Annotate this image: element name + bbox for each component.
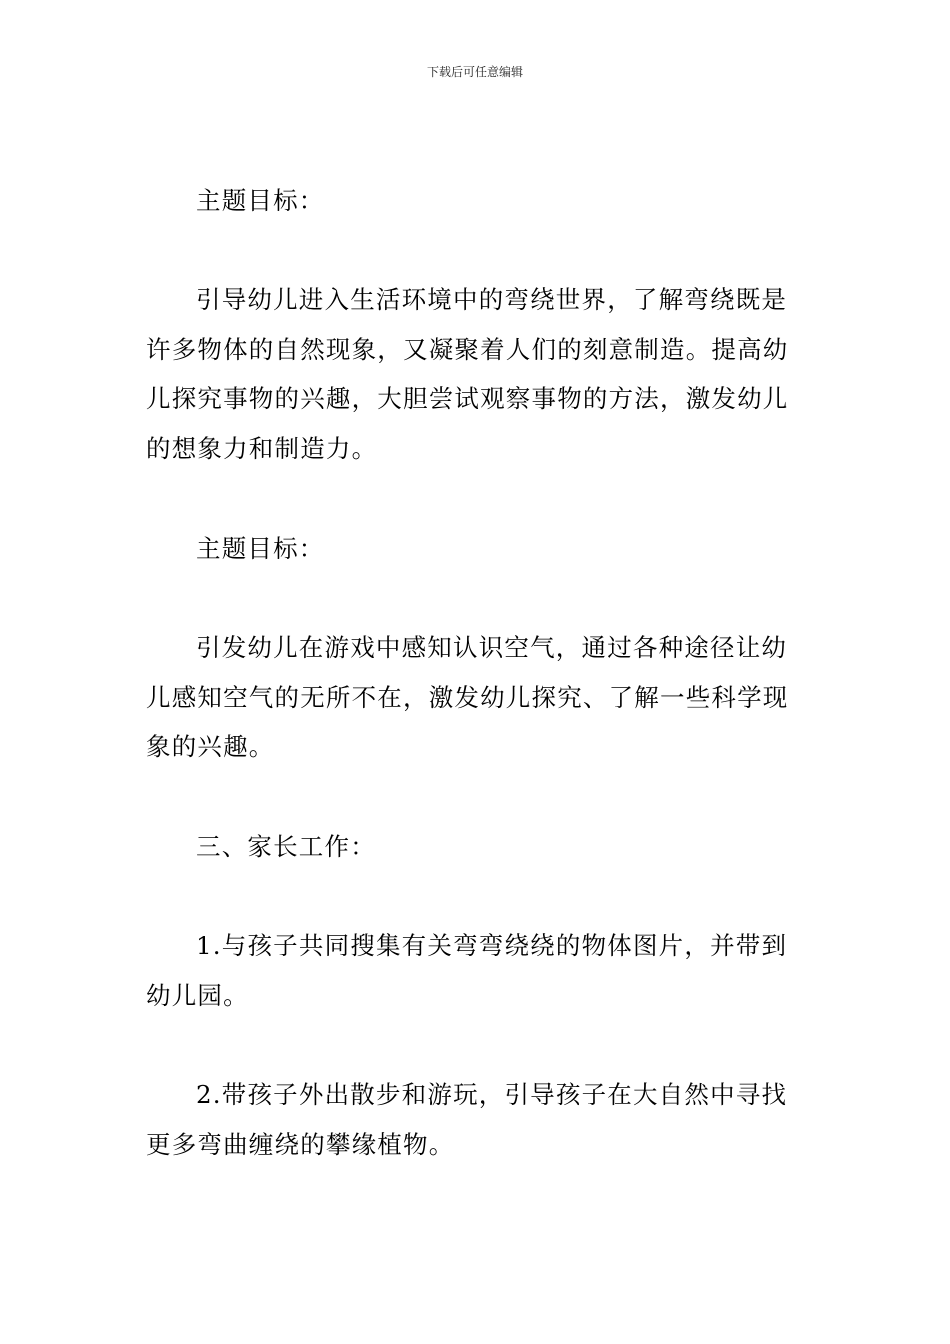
- paragraph-theme-goal-1: 引导幼儿进入生活环境中的弯绕世界，了解弯绕既是许多物体的自然现象，又凝聚着人们的刻意制造。提高幼儿探究事物的兴趣，大胆尝试观察事物的方法，激发幼儿的想象力和制造力。: [146, 285, 789, 463]
- paragraph-theme-goal-2: 引发幼儿在游戏中感知认识空气，通过各种途径让幼儿感知空气的无所不在，激发幼儿探究、了解一些科学现象的兴趣。: [146, 633, 789, 761]
- page-header: 下载后可任意编辑: [426, 65, 523, 79]
- section-heading-theme-goal-2: 主题目标：: [196, 534, 325, 563]
- section-heading-parent-work: 三、家长工作：: [196, 832, 376, 861]
- list-item-parent-work-2: 2.带孩子外出散步和游玩，引导孩子在大自然中寻找更多弯曲缠绕的攀缘植物。: [146, 1080, 788, 1159]
- section-heading-theme-goal-1: 主题目标：: [196, 186, 325, 215]
- list-item-parent-work-1: 1.与孩子共同搜集有关弯弯绕绕的物体图片，并带到幼儿园。: [146, 931, 788, 1010]
